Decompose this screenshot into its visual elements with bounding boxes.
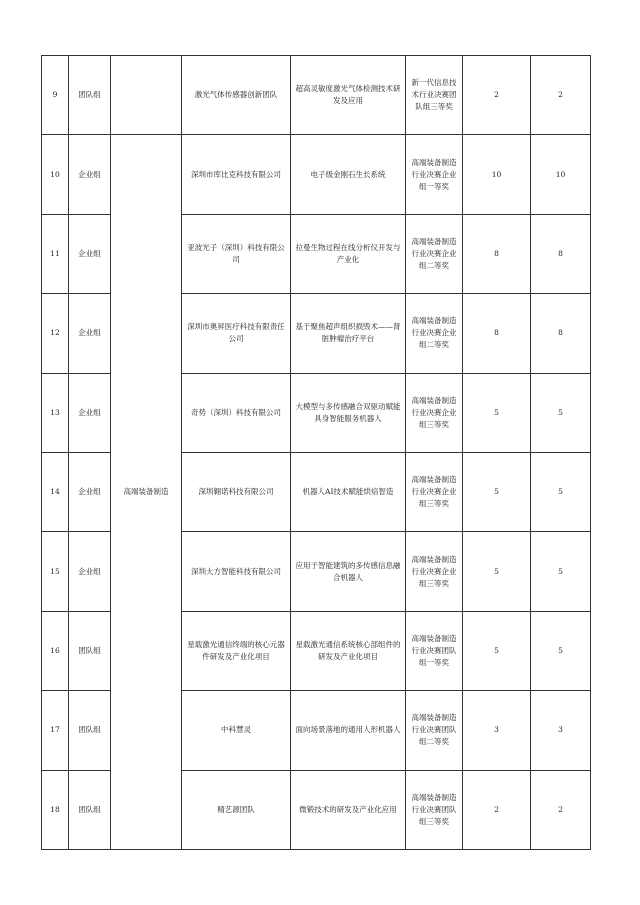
entrant-name-cell: 深圳大方智能科技有限公司 bbox=[182, 532, 291, 611]
award-cell: 高端装备制造行业决赛企业组三等奖 bbox=[406, 373, 463, 452]
group-cell: 企业组 bbox=[69, 532, 111, 611]
industry-cell bbox=[111, 56, 182, 135]
entrant-name-cell: 星载激光通信终端的核心元器件研发及产业化项目 bbox=[182, 611, 291, 690]
value-cell-1: 8 bbox=[463, 214, 531, 293]
group-cell: 团队组 bbox=[69, 770, 111, 849]
value-cell-2: 5 bbox=[531, 532, 591, 611]
group-cell: 团队组 bbox=[69, 691, 111, 770]
group-cell: 企业组 bbox=[69, 135, 111, 214]
row-number: 9 bbox=[42, 56, 69, 135]
award-cell: 高端装备制造行业决赛企业组二等奖 bbox=[406, 214, 463, 293]
entrant-name-cell: 深圳翱诺科技有限公司 bbox=[182, 452, 291, 531]
award-cell: 高端装备制造行业决赛团队组一等奖 bbox=[406, 611, 463, 690]
value-cell-1: 8 bbox=[463, 294, 531, 373]
value-cell-2: 8 bbox=[531, 294, 591, 373]
value-cell-1: 5 bbox=[463, 373, 531, 452]
row-number: 15 bbox=[42, 532, 69, 611]
row-number: 14 bbox=[42, 452, 69, 531]
project-cell: 面向场景落地的通用人形机器人 bbox=[291, 691, 406, 770]
row-number: 11 bbox=[42, 214, 69, 293]
award-cell: 高端装备制造行业决赛团队组二等奖 bbox=[406, 691, 463, 770]
row-number: 12 bbox=[42, 294, 69, 373]
entrant-name-cell: 精艺源团队 bbox=[182, 770, 291, 849]
value-cell-2: 5 bbox=[531, 373, 591, 452]
group-cell: 企业组 bbox=[69, 373, 111, 452]
project-cell: 微锻技术的研发及产业化应用 bbox=[291, 770, 406, 849]
value-cell-2: 3 bbox=[531, 691, 591, 770]
award-cell: 高端装备制造行业决赛企业组三等奖 bbox=[406, 452, 463, 531]
project-cell: 机器人AI技术赋能烘焙智造 bbox=[291, 452, 406, 531]
value-cell-2: 2 bbox=[531, 770, 591, 849]
project-cell: 超高灵敏度激光气体检测技术研发及应用 bbox=[291, 56, 406, 135]
value-cell-2: 2 bbox=[531, 56, 591, 135]
award-table bbox=[41, 55, 591, 850]
group-cell: 团队组 bbox=[69, 611, 111, 690]
award-cell: 高端装备制造行业决赛企业组二等奖 bbox=[406, 294, 463, 373]
value-cell-2: 10 bbox=[531, 135, 591, 214]
group-cell: 团队组 bbox=[69, 56, 111, 135]
project-cell: 电子级金刚石生长系统 bbox=[291, 135, 406, 214]
value-cell-1: 5 bbox=[463, 452, 531, 531]
row-number: 18 bbox=[42, 770, 69, 849]
award-cell: 高端装备制造行业决赛企业组一等奖 bbox=[406, 135, 463, 214]
group-cell: 企业组 bbox=[69, 214, 111, 293]
group-cell: 企业组 bbox=[69, 452, 111, 531]
value-cell-1: 2 bbox=[463, 56, 531, 135]
project-cell: 应用于智能建筑的多传感信息融合机器人 bbox=[291, 532, 406, 611]
entrant-name-cell: 奇势（深圳）科技有限公司 bbox=[182, 373, 291, 452]
value-cell-1: 10 bbox=[463, 135, 531, 214]
row-number: 10 bbox=[42, 135, 69, 214]
project-cell: 星载激光通信系统核心部组件的研发及产业化项目 bbox=[291, 611, 406, 690]
project-cell: 大模型与多传感融合双驱动赋能具身智能服务机器人 bbox=[291, 373, 406, 452]
value-cell-1: 2 bbox=[463, 770, 531, 849]
value-cell-1: 5 bbox=[463, 611, 531, 690]
project-cell: 基于聚焦超声组织损毁术——肾脏肿瘤治疗平台 bbox=[291, 294, 406, 373]
value-cell-2: 5 bbox=[531, 611, 591, 690]
entrant-name-cell: 深圳市奥昇医疗科技有限责任公司 bbox=[182, 294, 291, 373]
award-cell: 高端装备制造行业决赛企业组三等奖 bbox=[406, 532, 463, 611]
value-cell-2: 5 bbox=[531, 452, 591, 531]
table-row bbox=[42, 135, 591, 214]
project-cell: 拉曼生物过程在线分析仪开发与产业化 bbox=[291, 214, 406, 293]
entrant-name-cell: 中科慧灵 bbox=[182, 691, 291, 770]
entrant-name-cell: 激光气体传感器创新团队 bbox=[182, 56, 291, 135]
award-cell: 新一代信息技术行业决赛团队组三等奖 bbox=[406, 56, 463, 135]
group-cell: 企业组 bbox=[69, 294, 111, 373]
row-number: 13 bbox=[42, 373, 69, 452]
table-row bbox=[42, 56, 591, 135]
industry-cell: 高端装备制造 bbox=[111, 135, 182, 850]
row-number: 17 bbox=[42, 691, 69, 770]
entrant-name-cell: 亚波光子（深圳）科技有限公司 bbox=[182, 214, 291, 293]
award-cell: 高端装备制造行业决赛团队组三等奖 bbox=[406, 770, 463, 849]
value-cell-1: 3 bbox=[463, 691, 531, 770]
entrant-name-cell: 深圳市库比克科技有限公司 bbox=[182, 135, 291, 214]
value-cell-2: 8 bbox=[531, 214, 591, 293]
row-number: 16 bbox=[42, 611, 69, 690]
value-cell-1: 5 bbox=[463, 532, 531, 611]
